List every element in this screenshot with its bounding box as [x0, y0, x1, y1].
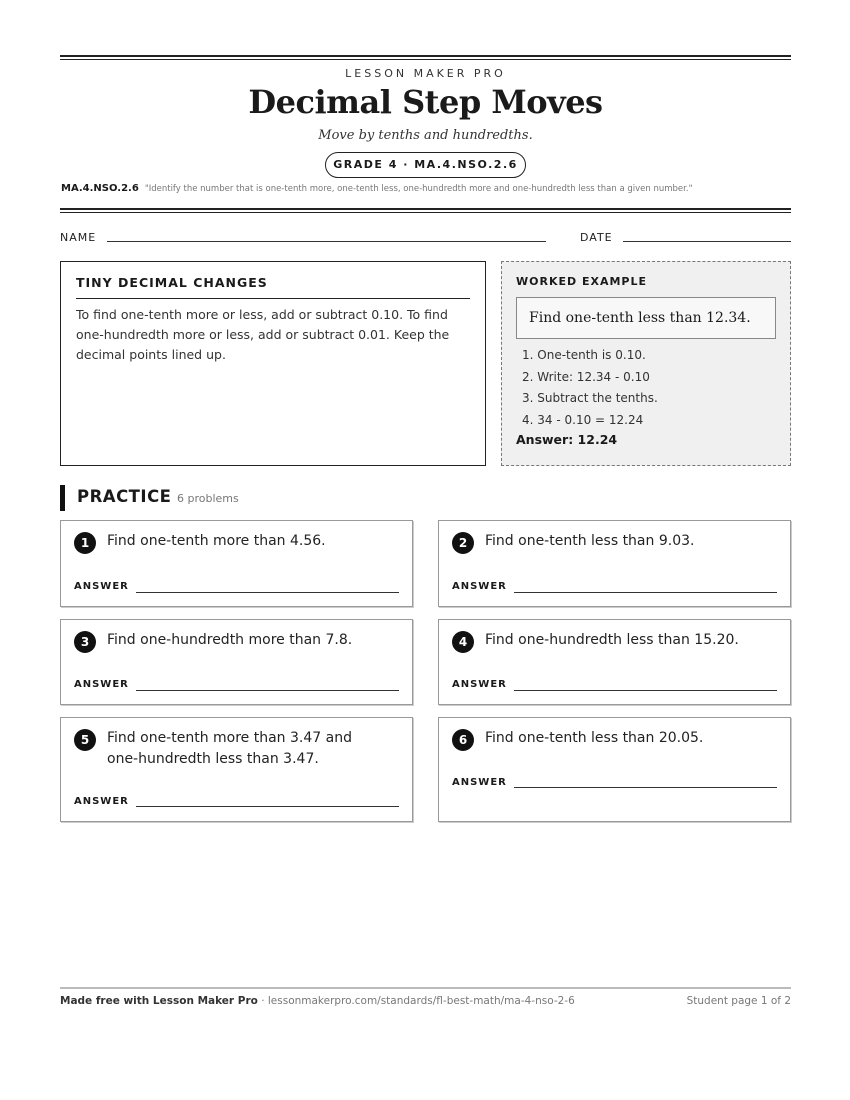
problem-card	[438, 520, 791, 607]
answer-field[interactable]	[514, 787, 777, 788]
practice-title: PRACTICE	[77, 487, 172, 506]
example-prompt: Find one-tenth less than 12.34.	[516, 297, 776, 339]
example-heading: WORKED EXAMPLE	[516, 275, 647, 288]
footer-url[interactable]: · lessonmakerpro.com/standards/fl-best-math/ma-4-nso-2-6	[257, 995, 575, 1007]
page-subtitle: Move by tenths and hundredths.	[318, 128, 533, 143]
answer-field[interactable]	[514, 690, 777, 691]
info-heading: TINY DECIMAL CHANGES	[76, 275, 470, 299]
answer-label: ANSWER	[452, 679, 507, 690]
problem-number: 1	[74, 532, 96, 554]
problem-text: Find one-tenth more than 3.47 and one-hundredth less than 3.47.	[107, 730, 352, 767]
footer-credit	[60, 995, 575, 1007]
practice-accent-bar	[60, 485, 65, 511]
example-steps	[516, 345, 776, 431]
problem-card	[60, 717, 413, 822]
name-label: NAME	[60, 231, 97, 244]
answer-label: ANSWER	[452, 581, 507, 592]
problem-text: Find one-hundredth less than 15.20.	[485, 632, 739, 648]
page-title: Decimal Step Moves	[248, 83, 603, 121]
standard-code: MA.4.NSO.2.6	[61, 183, 139, 194]
answer-field[interactable]	[136, 690, 399, 691]
example-step: 2. Write: 12.34 - 0.10	[522, 369, 650, 384]
problem-number: 3	[74, 631, 96, 653]
problem-number: 2	[452, 532, 474, 554]
footer-rule	[60, 987, 791, 989]
date-label: DATE	[580, 231, 613, 244]
problem-card	[60, 520, 413, 607]
example-step: 4. 34 - 0.10 = 12.24	[522, 412, 644, 427]
grade-badge: GRADE 4 · MA.4.NSO.2.6	[325, 152, 526, 178]
answer-label: ANSWER	[74, 679, 129, 690]
answer-label: ANSWER	[74, 581, 129, 592]
answer-field[interactable]	[514, 592, 777, 593]
practice-count: 6 problems	[177, 492, 239, 505]
problem-text: Find one-tenth less than 9.03.	[485, 533, 695, 549]
footer-page-number: Student page 1 of 2	[686, 995, 791, 1007]
answer-label: ANSWER	[74, 796, 129, 807]
standard-text: "Identify the number that is one-tenth more, one-tenth less, one-hundredth more and one-hundredth less than a given number."	[144, 184, 693, 194]
info-body: To find one-tenth more or less, add or subtract 0.10. To find one-hundredth more or less, add or subtract 0.01. Keep the decimal points lined up.	[76, 307, 450, 362]
brand-name: LESSON MAKER PRO	[345, 67, 506, 80]
answer-field[interactable]	[136, 592, 399, 593]
problem-text: Find one-tenth more than 4.56.	[107, 533, 326, 549]
example-step: 1. One-tenth is 0.10.	[522, 348, 646, 362]
example-answer: Answer: 12.24	[516, 432, 618, 447]
answer-field[interactable]	[136, 806, 399, 807]
header-bottom-rule	[60, 208, 791, 210]
name-field[interactable]	[107, 241, 546, 242]
problem-text: Find one-hundredth more than 7.8.	[107, 632, 353, 648]
answer-label: ANSWER	[452, 777, 507, 788]
standard-description	[61, 183, 801, 194]
footer-made-with: Made free with Lesson Maker Pro	[60, 995, 258, 1007]
date-field[interactable]	[623, 241, 791, 242]
info-box	[60, 261, 486, 466]
problem-number: 4	[452, 631, 474, 653]
problem-card	[438, 717, 791, 822]
problem-card	[438, 619, 791, 705]
example-step: 3. Subtract the tenths.	[522, 391, 658, 405]
top-rule	[60, 55, 791, 57]
problem-card	[60, 619, 413, 705]
problem-text: Find one-tenth less than 20.05.	[485, 730, 704, 746]
worksheet-page	[60, 0, 791, 1100]
problem-number: 5	[74, 729, 96, 751]
problem-number: 6	[452, 729, 474, 751]
worked-example-box	[501, 261, 791, 466]
